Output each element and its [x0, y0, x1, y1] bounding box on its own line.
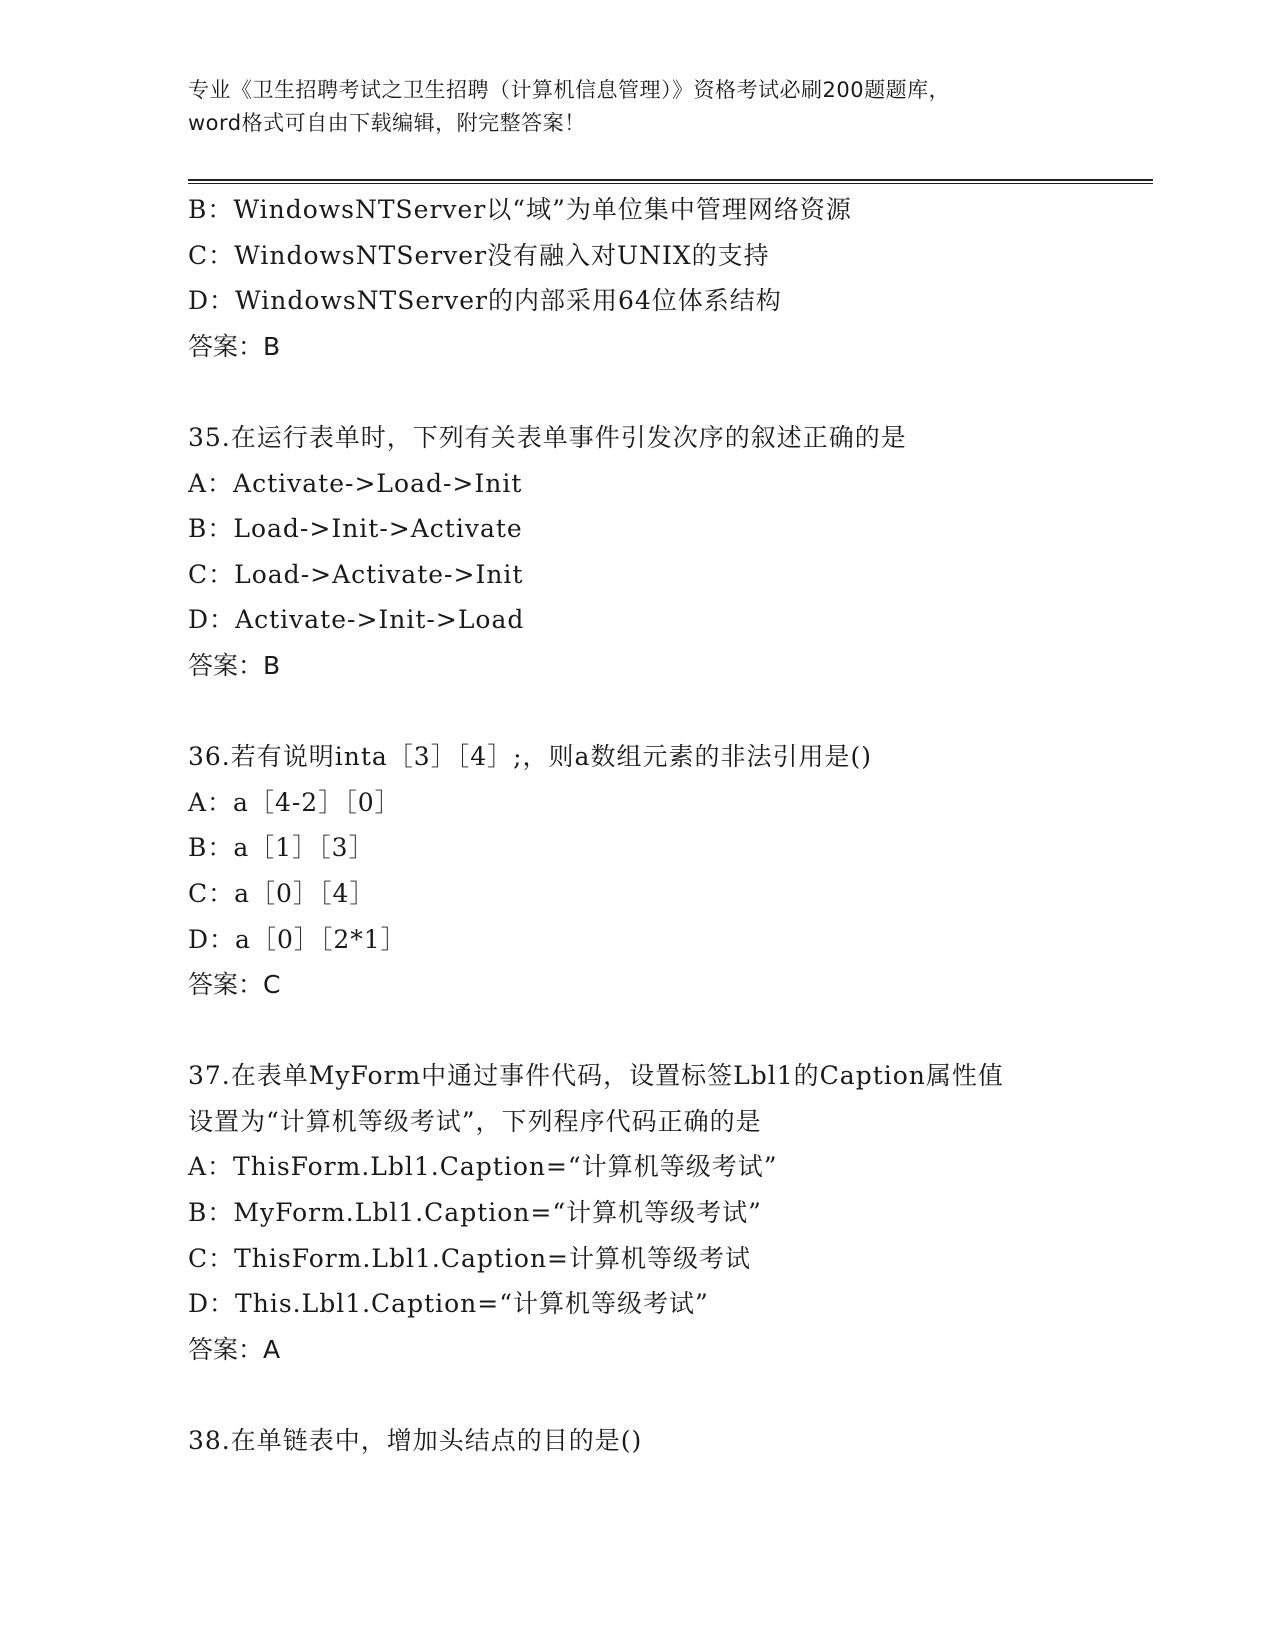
question-stem: 37.在表单MyForm中通过事件代码，设置标签Lbl1的Caption属性值 — [188, 1061, 1004, 1091]
document-header — [188, 74, 1088, 140]
option-a: A：a［4-2］［0］ — [188, 787, 401, 817]
question-stem: 36.若有说明inta［3］［4］;，则a数组元素的非法引用是() — [188, 742, 872, 772]
spacer — [188, 1008, 1088, 1054]
question-36 — [188, 734, 1088, 1008]
header-rule-thin — [188, 183, 1153, 184]
spacer — [188, 689, 1088, 735]
question-stem-continued: 设置为“计算机等级考试”，下列程序代码正确的是 — [188, 1106, 762, 1136]
spacer — [188, 1372, 1088, 1418]
question-content — [188, 187, 1088, 1464]
answer-line: 答案：C — [188, 970, 281, 1000]
question-37 — [188, 1053, 1088, 1372]
answer-line: 答案：A — [188, 1334, 281, 1364]
header-line-1: 专业《卫生招聘考试之卫生招聘（计算机信息管理）》资格考试必刷200题题库， — [188, 78, 951, 102]
answer-line: 答案：B — [188, 650, 281, 680]
spacer — [188, 369, 1088, 415]
option-b: B：Load->Init->Activate — [188, 514, 523, 544]
option-d: D：This.Lbl1.Caption=“计算机等级考试” — [188, 1289, 709, 1319]
partial-question — [188, 187, 1088, 369]
option-b: B：a［1］［3］ — [188, 833, 375, 863]
option-a: A：Activate->Load->Init — [188, 468, 523, 498]
answer-line: 答案：B — [188, 331, 281, 361]
header-line-2: word格式可自由下载编辑，附完整答案！ — [188, 111, 586, 135]
option-b: B：WindowsNTServer以“域”为单位集中管理网络资源 — [188, 195, 852, 224]
option-d: D：Activate->Init->Load — [188, 605, 525, 635]
question-stem: 35.在运行表单时，下列有关表单事件引发次序的叙述正确的是 — [188, 422, 907, 452]
question-stem: 38.在单链表中，增加头结点的目的是() — [188, 1426, 643, 1456]
option-c: C：a［0］［4］ — [188, 878, 376, 908]
option-c: C：WindowsNTServer没有融入对UNIX的支持 — [188, 240, 770, 270]
option-c: C：Load->Activate->Init — [188, 559, 524, 589]
option-b: B：MyForm.Lbl1.Caption=“计算机等级考试” — [188, 1198, 762, 1228]
question-38 — [188, 1418, 1088, 1464]
option-a: A：ThisForm.Lbl1.Caption=“计算机等级考试” — [188, 1152, 778, 1182]
question-35 — [188, 415, 1088, 689]
header-rule-thick — [188, 179, 1153, 181]
option-c: C：ThisForm.Lbl1.Caption=计算机等级考试 — [188, 1243, 751, 1273]
option-d: D：WindowsNTServer的内部采用64位体系结构 — [188, 286, 782, 316]
option-d: D：a［0］［2*1］ — [188, 924, 407, 954]
